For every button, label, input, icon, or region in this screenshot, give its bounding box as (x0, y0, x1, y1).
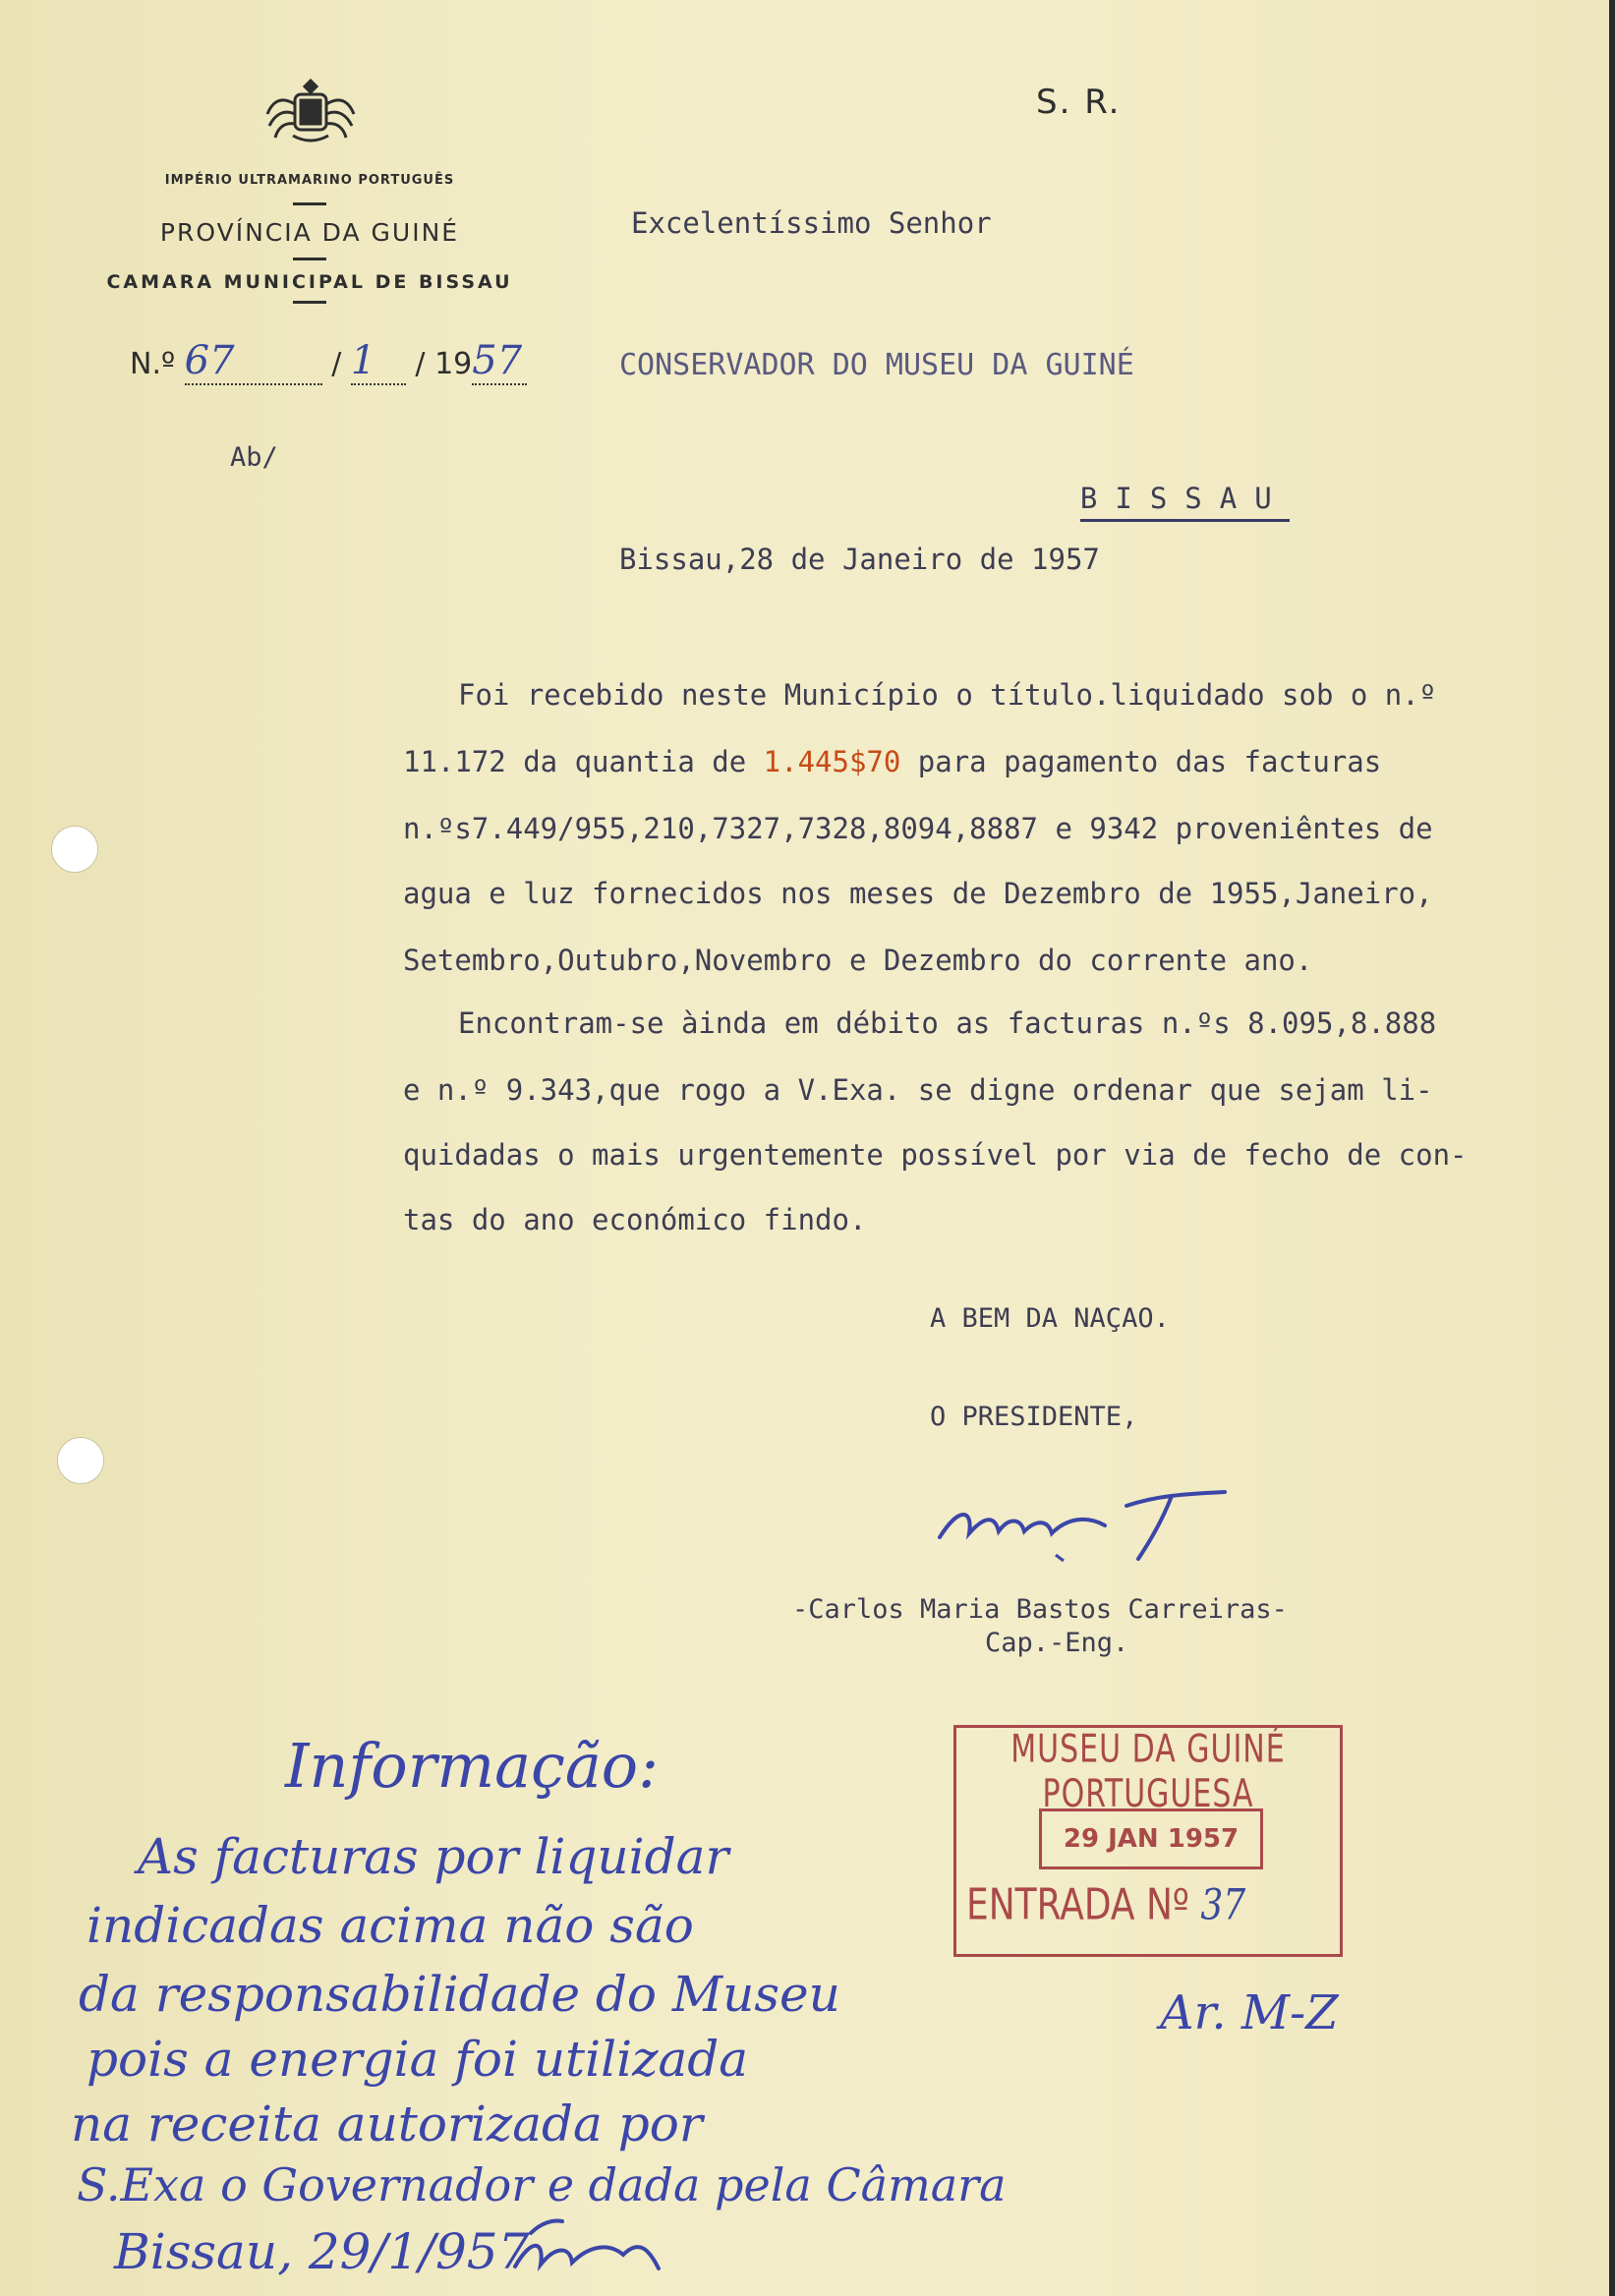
reference-number: N.º 67 / 1 / 1957 (130, 338, 527, 385)
body-line: Encontram-se àinda em débito as facturas n.ºs 8.095,8.888 (458, 1006, 1437, 1040)
body-line: agua e luz fornecidos nos meses de Dezembro de 1955,Janeiro, (403, 877, 1433, 910)
closing-motto: A BEM DA NAÇAO. (930, 1303, 1170, 1334)
divider (293, 301, 326, 304)
handwritten-heading: Informação: (285, 1730, 659, 1802)
body-line: tas do ano económico findo. (403, 1203, 867, 1236)
recipient-city: BISSAU (1046, 448, 1290, 515)
recipient-title: CONSERVADOR DO MUSEU DA GUINÉ (619, 348, 1134, 382)
body-line: Setembro,Outubro,Novembro e Dezembro do corrente ano. (403, 944, 1313, 977)
stamp-entrada: ENTRADA Nº 37 (966, 1880, 1246, 1930)
divider (293, 202, 326, 205)
amount: 1.445$70 (763, 745, 901, 778)
body-line: Foi recebido neste Município o título.liquidado sob o n.º (458, 678, 1437, 712)
number-handwritten: 67 (184, 338, 235, 383)
signature-mark (930, 1476, 1244, 1565)
divider (293, 258, 326, 260)
handwritten-line: As facturas por liquidar (138, 1828, 729, 1885)
closing-role: O PRESIDENTE, (930, 1402, 1138, 1432)
handwritten-initials: Ar. M-Z (1160, 1985, 1339, 2040)
handwritten-line: pois a energia foi utilizada (87, 2031, 749, 2088)
province-heading: PROVÍNCIA DA GUINÉ (159, 218, 460, 247)
stamp-date: 29 JAN 1957 (1039, 1808, 1263, 1869)
handwritten-date: Bissau, 29/1/957 (114, 2223, 530, 2280)
year-prefix: 19 (434, 347, 473, 381)
signatory-name: -Carlos Maria Bastos Carreiras- (792, 1594, 1288, 1625)
number-mid-handwritten: 1 (350, 338, 376, 383)
date-line: Bissau,28 de Janeiro de 1957 (619, 543, 1100, 576)
page-edge (1609, 0, 1615, 2296)
body-line: quidadas o mais urgentemente possível por via de fecho de con- (403, 1138, 1468, 1172)
handwritten-line: indicadas acima não são (87, 1897, 694, 1954)
stamp-entrada-number: 37 (1200, 1880, 1246, 1930)
council-heading: CAMARA MUNICIPAL DE BISSAU (106, 271, 513, 293)
handwritten-signature-mark (501, 2210, 678, 2288)
year-handwritten: 57 (472, 338, 523, 383)
reference-code: Ab/ (230, 442, 278, 473)
body-line: n.ºs7.449/955,210,7327,7328,8094,8887 e 9342 proveniêntes de (403, 812, 1433, 845)
coat-of-arms-icon (263, 75, 358, 147)
museum-entry-stamp (953, 1725, 1343, 1957)
handwritten-line: da responsabilidade do Museu (79, 1966, 840, 2023)
number-prefix: N.º (130, 347, 176, 381)
empire-heading: IMPÉRIO ULTRAMARINO PORTUGUÊS (164, 173, 455, 188)
punch-hole (57, 1437, 104, 1484)
handwritten-line: na receita autorizada por (71, 2095, 703, 2152)
salutation: Excelentíssimo Senhor (631, 206, 992, 240)
signatory-rank: Cap.-Eng. (985, 1628, 1129, 1658)
handwritten-line: S.Exa o Governador e dada pela Câmara (77, 2158, 1007, 2211)
stamp-museum: MUSEU DA GUINÉ PORTUGUESA (1010, 1727, 1286, 1817)
classification-mark: S. R. (1036, 83, 1122, 122)
punch-hole (51, 826, 98, 873)
body-line: 11.172 da quantia de 1.445$70 para pagamento das facturas (403, 745, 1382, 778)
body-line: e n.º 9.343,que rogo a V.Exa. se digne ordenar que sejam li- (403, 1073, 1433, 1107)
